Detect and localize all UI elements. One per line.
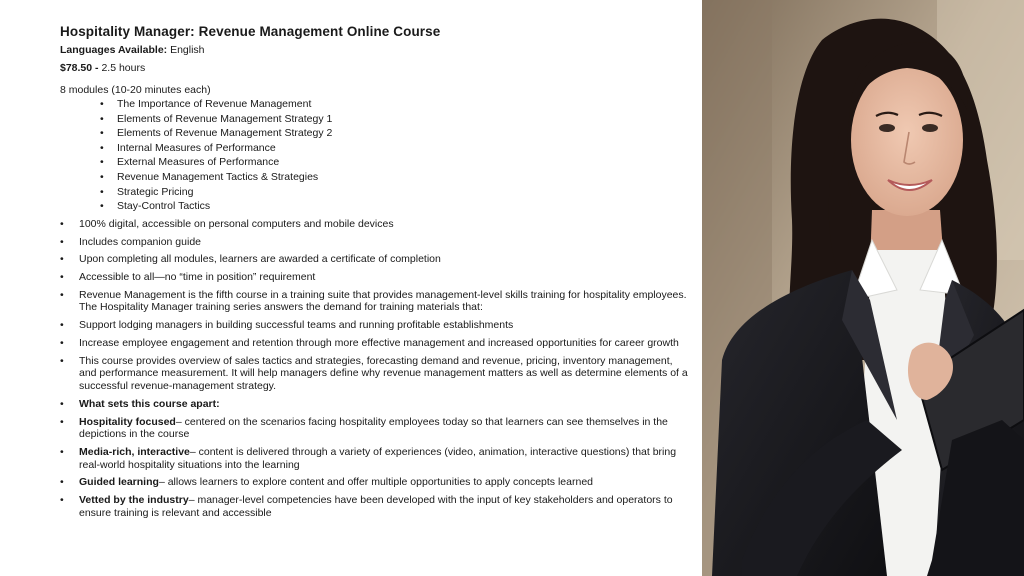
apart-item-text: – manager-level competencies have been developed with the input of key stakeholders and operators to ensure training is relevant and accessible bbox=[79, 494, 673, 519]
module-item: • Internal Measures of Performance bbox=[100, 141, 690, 156]
apart-item bbox=[60, 494, 690, 519]
apart-item-lead: Media-rich, interactive bbox=[79, 445, 190, 458]
apart-item-lead: Hospitality focused bbox=[79, 415, 176, 428]
feature-item: • Includes companion guide bbox=[60, 236, 690, 249]
module-item: • Stay-Control Tactics bbox=[100, 199, 690, 214]
feature-item: • Revenue Management is the fifth course in a training suite that provides management-level skills training for hospitality employees. The Hospitality Manager training series answers the demand for training materials that: bbox=[60, 289, 690, 314]
apart-item bbox=[60, 476, 690, 489]
apart-item-lead: Guided learning bbox=[79, 476, 159, 489]
module-item: • Elements of Revenue Management Strategy 2 bbox=[100, 126, 690, 141]
price: $78.50 - bbox=[60, 62, 99, 74]
feature-item: • Accessible to all—no “time in position” requirement bbox=[60, 271, 690, 284]
modules-list bbox=[60, 97, 690, 214]
apart-item-text: – allows learners to explore content and offer multiple opportunities to apply concepts learned bbox=[158, 476, 594, 489]
apart-heading-text: What sets this course apart: bbox=[79, 397, 220, 410]
feature-item: • Support lodging managers in building successful teams and running profitable establishments bbox=[60, 319, 690, 332]
module-item: • Revenue Management Tactics & Strategies bbox=[100, 170, 690, 185]
apart-item bbox=[60, 416, 690, 441]
apart-item-lead: Vetted by the industry bbox=[79, 494, 189, 507]
languages-line bbox=[60, 44, 690, 56]
module-item: • External Measures of Performance bbox=[100, 155, 690, 170]
businesswoman-photo bbox=[702, 0, 1024, 576]
features-list bbox=[60, 218, 690, 520]
course-title: Hospitality Manager: Revenue Management Online Course bbox=[60, 24, 441, 39]
feature-item: • Upon completing all modules, learners are awarded a certificate of completion bbox=[60, 253, 690, 266]
apart-item bbox=[60, 446, 690, 471]
feature-item: • Increase employee engagement and retention through more effective management and increased opportunities for career growth bbox=[60, 337, 690, 350]
modules-heading: 8 modules (10-20 minutes each) bbox=[60, 84, 211, 96]
right-eye bbox=[922, 124, 938, 132]
feature-item: • This course provides overview of sales tactics and strategies, forecasting demand and revenue, pricing, inventory management, and performance measurement. It will help managers define why revenue management matters as well as determine elements of a successful revenue-management strategy. bbox=[60, 355, 690, 393]
duration: 2.5 hours bbox=[98, 62, 146, 74]
languages-label: Languages Available: bbox=[60, 44, 168, 56]
apart-item-text: – centered on the scenarios facing hospitality employees today so that learners can see themselves in the depictions in the course bbox=[79, 415, 668, 441]
module-item: • The Importance of Revenue Management bbox=[100, 97, 690, 112]
module-item: • Strategic Pricing bbox=[100, 185, 690, 200]
feature-item: • 100% digital, accessible on personal computers and mobile devices bbox=[60, 218, 690, 231]
apart-item-text: – content is delivered through a variety of experiences (video, animation, interactive questions) that bring real-world hospitality situations into the learning bbox=[79, 445, 677, 471]
languages-value: English bbox=[167, 44, 205, 56]
businesswoman-illustration bbox=[702, 0, 1024, 576]
price-line bbox=[60, 62, 690, 74]
left-eye bbox=[879, 124, 895, 132]
module-item: • Elements of Revenue Management Strategy 1 bbox=[100, 112, 690, 127]
apart-heading bbox=[60, 398, 690, 411]
course-text-column bbox=[60, 24, 690, 524]
